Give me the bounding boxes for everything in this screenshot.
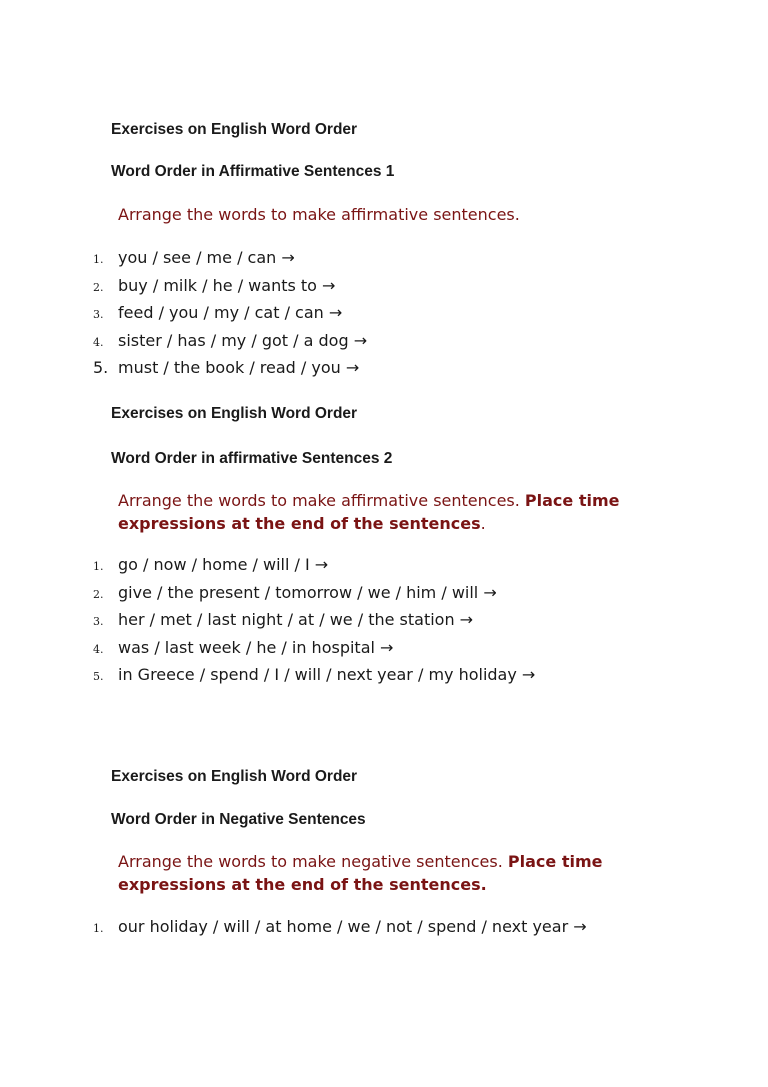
exercise-item [0, 608, 768, 636]
exercise-item [0, 274, 768, 302]
exercise-text: was / last week / he / in hospital → [118, 637, 394, 657]
section-3-title: Exercises on English Word Order [111, 768, 358, 785]
section-1-title: Exercises on English Word Order [111, 121, 358, 138]
exercise-number: 3. [93, 615, 104, 628]
section-3-subtitle: Word Order in Negative Sentences [111, 811, 366, 828]
exercise-text: go / now / home / will / I → [118, 555, 329, 574]
exercise-number: 5. [93, 358, 109, 377]
exercise-text: must / the book / read / you → [118, 358, 360, 377]
instruction-text: Arrange the words to make affirmative sentences. [118, 491, 520, 510]
exercise-item [0, 663, 768, 691]
section-2-subtitle: Word Order in affirmative Sentences 2 [111, 450, 393, 467]
section-3-exercise-list [0, 915, 768, 963]
exercise-text: you / see / me / can → [118, 248, 295, 267]
exercise-text: her / met / last night / at / we / the station → [118, 610, 474, 629]
exercise-text: our holiday / will / at home / we / not / spend / next year → [118, 917, 587, 936]
section-3-instruction [118, 850, 678, 896]
exercise-text: in Greece / spend / I / will / next year / my holiday → [118, 665, 536, 684]
exercise-number: 1. [93, 560, 104, 573]
exercise-text: buy / milk / he / wants to → [118, 275, 336, 295]
exercise-item [0, 581, 768, 609]
exercise-text: give / the present / tomorrow / we / him / will → [118, 582, 497, 602]
exercise-number: 3. [93, 308, 104, 321]
instruction-emphasis: Place time expressions at the end of the sentences. [118, 852, 603, 894]
instruction-tail: . [480, 514, 486, 533]
exercise-item [0, 329, 768, 357]
exercise-number: 2. [93, 587, 104, 601]
exercise-number: 4. [93, 335, 104, 349]
exercise-number: 4. [93, 642, 104, 656]
exercise-number: 5. [93, 670, 104, 683]
instruction-emphasis: Place time expressions at the end of the sentences [118, 491, 620, 533]
section-2-exercise-list [0, 553, 768, 691]
exercise-text: feed / you / my / cat / can → [118, 303, 343, 322]
section-2-title: Exercises on English Word Order [111, 405, 358, 422]
instruction-text: Arrange the words to make negative sentences. [118, 852, 503, 871]
exercise-number: 1. [93, 253, 104, 266]
exercise-item [0, 636, 768, 664]
exercise-item [0, 915, 768, 963]
exercise-item [0, 356, 768, 384]
section-1-subtitle: Word Order in Affirmative Sentences 1 [111, 163, 395, 180]
section-1-exercise-list [0, 246, 768, 384]
section-1-instruction: Arrange the words to make affirmative sentences. [118, 205, 520, 224]
exercise-number: 2. [93, 280, 104, 294]
section-2-instruction [118, 489, 678, 535]
exercise-number: 1. [93, 922, 104, 935]
exercise-item [0, 246, 768, 274]
exercise-item [0, 301, 768, 329]
exercise-text: sister / has / my / got / a dog → [118, 330, 368, 350]
exercise-item [0, 553, 768, 581]
